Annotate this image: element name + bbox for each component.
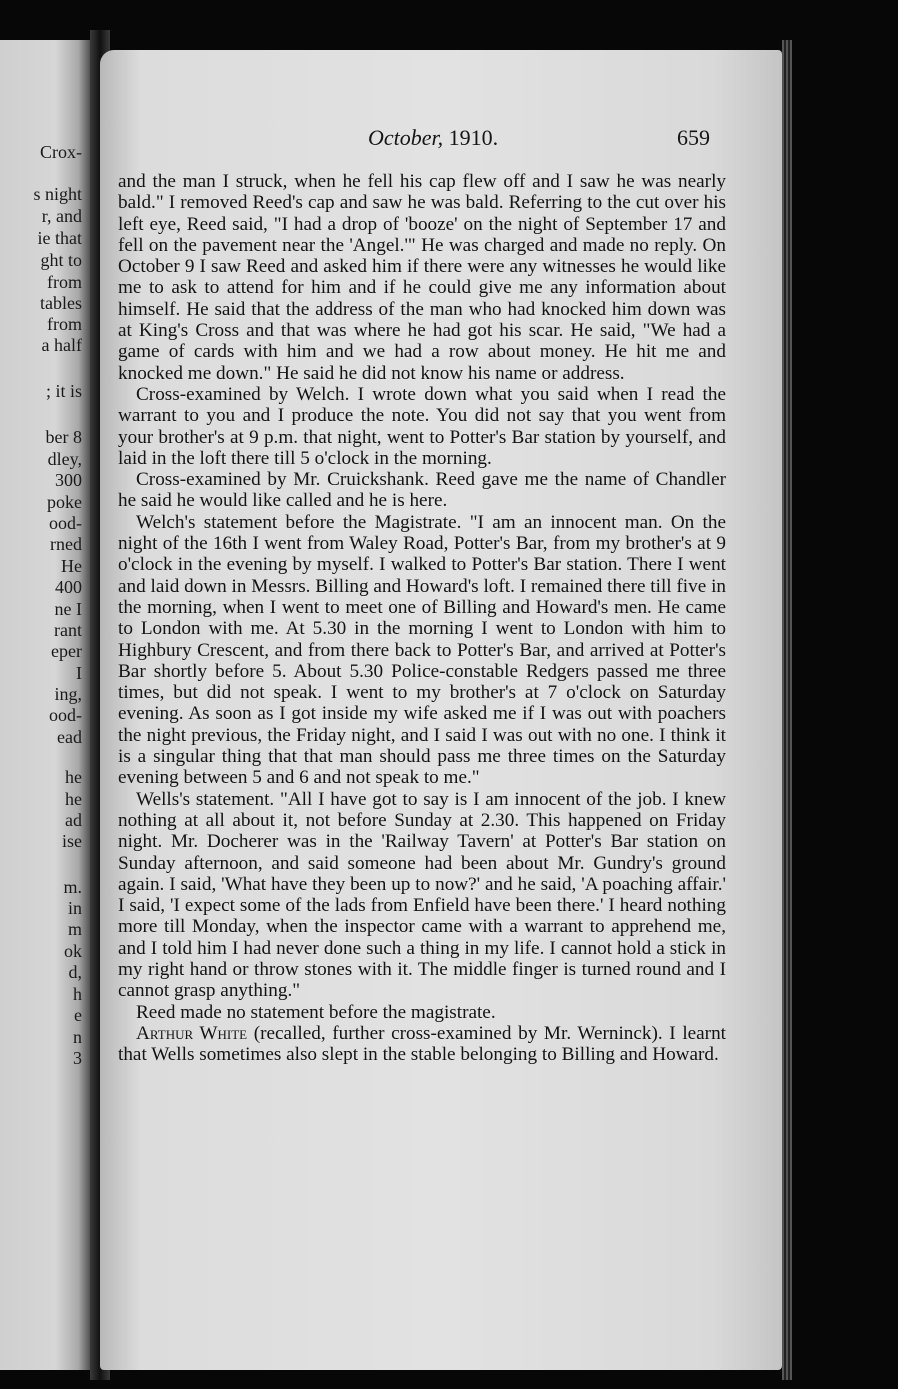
facing-page-text: ad	[65, 810, 82, 830]
facing-page-text: in	[67, 898, 82, 918]
facing-page-text: m	[67, 919, 82, 939]
facing-page-text: ise	[62, 831, 82, 851]
running-head	[368, 125, 498, 151]
facing-page-text: ood-	[49, 513, 82, 533]
facing-page-text: from	[47, 272, 82, 292]
facing-page-text: d,	[68, 962, 82, 982]
facing-page-text: poke	[47, 492, 82, 512]
running-head-year: 1910.	[448, 125, 499, 150]
paragraph: Wells's statement. "All I have got to say is I am innocent of the job. I knew nothing at all about it, not before Sunday at 2.30. This happened on Friday night. Mr. Docherer was in the 'Railway Tavern' at Potter's Bar station on Sunday afternoon, and said someone had been about Mr. Gundry's ground again. I said, 'What have they been up to now?' and he said, 'A poaching affair.' I said, 'I expect some of the lads from Enfield have been there.' I heard nothing more till Monday, when the inspector came with a warrant to apprehend me, and I told him I had never done such a thing in my life. I cannot hold a stick in my right hand or throw stones with it. The middle finger is turned round and I cannot grasp anything."	[118, 788, 726, 1002]
witness-name: Arthur White	[136, 1022, 248, 1044]
facing-page-text: from	[47, 314, 82, 334]
facing-page-text: Crox-	[40, 142, 82, 162]
paragraph-witness	[118, 1023, 726, 1066]
facing-page-text: ne I	[54, 599, 82, 619]
page-edge	[782, 40, 792, 1380]
facing-page-text: ; it is	[45, 381, 82, 401]
facing-page-text: dley,	[47, 449, 82, 469]
facing-page-text: he	[65, 767, 82, 787]
facing-page	[0, 40, 92, 1370]
facing-page-text: he	[65, 789, 82, 809]
facing-page-text: tables	[40, 293, 82, 313]
facing-page-text: a half	[41, 335, 82, 355]
facing-page-text: h	[73, 984, 82, 1004]
facing-page-text: rned	[50, 534, 82, 554]
facing-page-text: ght to	[40, 250, 82, 270]
facing-page-text: n	[73, 1027, 82, 1047]
paragraph: Welch's statement before the Magistrate. "I am an innocent man. On the night of the 16th I went from Waley Road, Potter's Bar, from my brother's at 9 o'clock in the evening by myself. I walked to Potter's Bar station. There I went and laid down in Messrs. Billing and Howard's loft. I remained there till five in the morning, when I went to meet one of Billing and Howard's men. He came to London with me. At 5.30 in the morning I went to London with him to Highbury Crescent, and from there back to Potter's Bar, and arrived at Potter's Bar shortly before 5. About 5.30 Police-constable Redgers passed me three times, but did not speak. I went to my brother's at 7 o'clock on Saturday evening. As soon as I got inside my wife asked me if I was out with poachers the night previous, the Friday night, and I said I was out with no one. I think it is a singular thing that that man should pass me three times on the Saturday evening between 5 and 6 and not speak to me."	[118, 511, 726, 789]
paragraph: Cross-examined by Mr. Cruickshank. Reed gave me the name of Chandler he said he would like called and he is here.	[118, 469, 726, 512]
page-header	[100, 125, 782, 155]
facing-page-text: He	[61, 556, 82, 576]
facing-page-text: rant	[54, 620, 82, 640]
paragraph: Cross-examined by Welch. I wrote down what you said when I read the warrant to you and I produce the note. You did not say that you went from your brother's at 9 p.m. that night, went to Potter's Bar station by yourself, and laid in the loft there till 5 o'clock in the morning.	[118, 383, 726, 469]
facing-page-text: I	[76, 663, 82, 683]
facing-page-text: ood-	[49, 705, 82, 725]
paragraph: and the man I struck, when he fell his cap flew off and I saw he was nearly bald." I removed Reed's cap and saw he was bald. Referring to the cut over his left eye, Reed said, "I had a drop of 'booze' on the night of September 17 and fell on the pavement near the 'Angel.'" He was charged and made no reply. On October 9 I saw Reed and asked him if there were any witnesses he would like me to ask to attend for him and if he could give me any information about himself. He said that the address of the man who had knocked him down was at King's Cross and that was where he had got his scar. He said, "We had a game of cards with him and we had a row about money. He hit me and knocked me down." He said he did not know his name or address.	[118, 171, 726, 384]
facing-page-text: eper	[51, 641, 82, 661]
facing-page-text: ber 8	[45, 427, 82, 447]
page-body	[118, 171, 726, 1065]
facing-page-text: ead	[57, 727, 82, 747]
facing-page-text: ok	[64, 941, 82, 961]
facing-page-text: e	[74, 1005, 82, 1025]
facing-page-text: s night	[33, 184, 82, 204]
facing-page-text: ing,	[54, 684, 82, 704]
running-head-month: October,	[368, 125, 444, 150]
facing-page-text: ie that	[37, 228, 82, 248]
page-number: 659	[677, 125, 710, 150]
facing-page-text: 400	[55, 577, 82, 597]
facing-page-text: m.	[63, 877, 82, 897]
witness-text: (recalled, further cross-examined by Mr. Werninck). I learnt that Wells sometimes also slept in the stable belonging to Billing and Howard.	[118, 1022, 726, 1066]
facing-page-text: r, and	[41, 206, 82, 226]
paragraph: Reed made no statement before the magistrate.	[136, 1001, 496, 1023]
facing-page-text: 3	[73, 1048, 82, 1068]
facing-page-text: 300	[55, 470, 82, 490]
